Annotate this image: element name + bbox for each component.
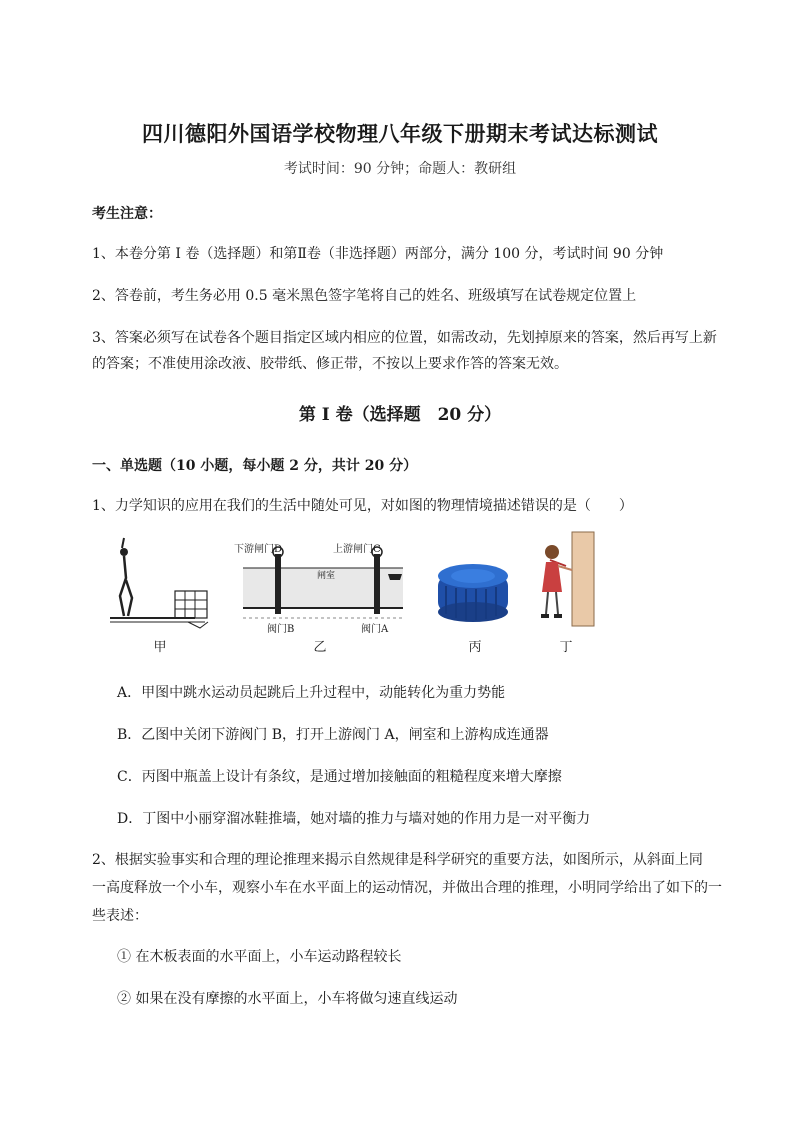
question-2-line-1: 2、根据实验事实和合理的理论推理来揭示自然规律是科学研究的重要方法，如图所示，从斜面上同	[92, 852, 703, 868]
question-1-stem: 1、力学知识的应用在我们的生活中随处可见，对如图的物理情境描述错误的是（ ）	[92, 498, 633, 514]
option-d[interactable]: D．丁图中小丽穿溜冰鞋推墙，她对墙的推力与墙对她的作用力是一对平衡力	[117, 811, 591, 827]
figure-bing-bottle-cap	[434, 558, 514, 628]
label-gate-c: 上游闸门C	[333, 544, 381, 555]
statement-1: ① 在木板表面的水平面上，小车运动路程较长	[117, 949, 402, 965]
figure-ding-girl-wall	[536, 530, 596, 630]
notice-item-1: 1、本卷分第 I 卷（选择题）和第Ⅱ卷（非选择题）两部分，满分 100 分，考试时间 90 分钟	[92, 246, 664, 262]
figure-jia-diver	[100, 536, 220, 636]
part-heading: 一、单选题（10 小题，每小题 2 分，共计 20 分）	[92, 458, 418, 474]
option-b[interactable]: B．乙图中关闭下游阀门 B，打开上游阀门 A，闸室和上游构成连通器	[117, 727, 549, 743]
option-c[interactable]: C．丙图中瓶盖上设计有条纹，是通过增加接触面的粗糙程度来增大摩擦	[117, 769, 562, 785]
label-gate-d: 下游闸门D	[234, 544, 283, 555]
label-valve-b: 阀门B	[267, 624, 295, 635]
notice-item-3-cont: 的答案；不准使用涂改液、胶带纸、修正带，不按以上要求作答的答案无效。	[92, 356, 568, 372]
label-chamber: 闸室	[316, 571, 336, 581]
page-title: 四川德阳外国语学校物理八年级下册期末考试达标测试	[142, 121, 658, 146]
figure-caption-bing: 丙	[468, 640, 482, 655]
exam-info: 考试时间：90 分钟；命题人：教研组	[283, 161, 517, 177]
section-title: 第 I 卷（选择题 20 分）	[298, 405, 502, 425]
notice-item-2: 2、答卷前，考生务必用 0.5 毫米黑色签字笔将自己的姓名、班级填写在试卷规定位置上	[92, 288, 637, 304]
figure-caption-jia: 甲	[153, 640, 167, 655]
notice-heading: 考生注意：	[92, 206, 162, 222]
question-2-line-3: 些表述：	[92, 908, 148, 924]
question-2-line-2: 一高度释放一个小车，观察小车在水平面上的运动情况，并做出合理的推理，小明同学给出了如下的一	[92, 880, 722, 896]
figure-caption-yi: 乙	[313, 640, 327, 655]
notice-item-3: 3、答案必须写在试卷各个题目指定区域内相应的位置，如需改动，先划掉原来的答案，然后再写上新	[92, 330, 717, 346]
figure-caption-ding: 丁	[559, 640, 573, 655]
label-valve-a: 阀门A	[361, 624, 389, 635]
statement-2: ② 如果在没有摩擦的水平面上，小车将做匀速直线运动	[117, 991, 458, 1007]
option-a[interactable]: A．甲图中跳水运动员起跳后上升过程中，动能转化为重力势能	[117, 685, 506, 701]
